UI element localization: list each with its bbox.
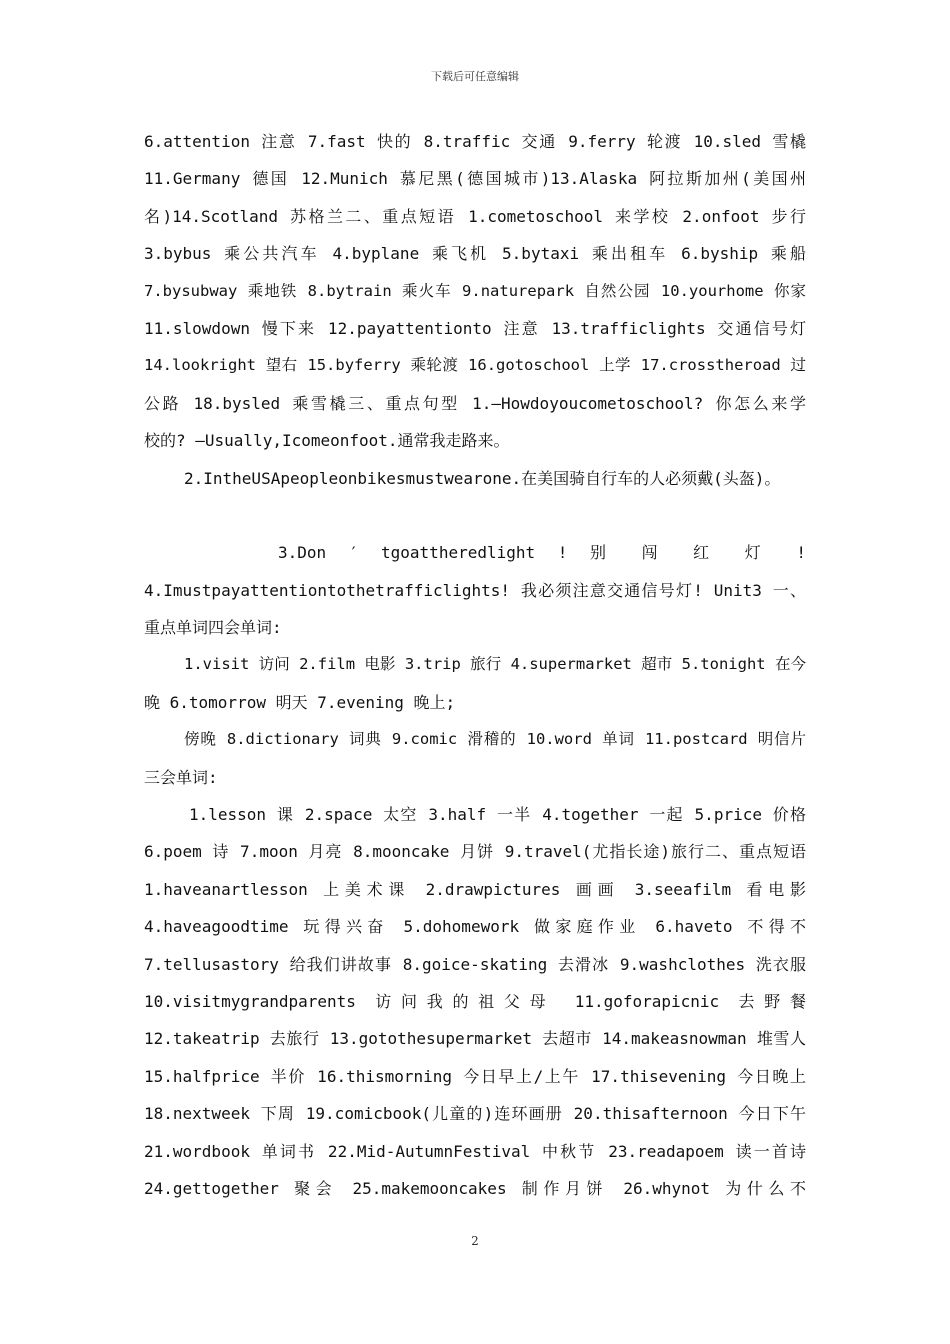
document-body <box>144 123 806 1207</box>
paragraph-gap <box>144 497 806 534</box>
text-line: 校的? —Usually,Icomeonfoot.通常我走路来。 <box>144 431 510 451</box>
text-line: 3.Don ′ tgoattheredlight ! 别 闯 红 灯 ! <box>278 543 806 563</box>
text-line: 公路 18.bysled 乘雪橇三、重点句型 1.—Howdoyoucometoschool? 你怎么来学 <box>144 393 806 413</box>
text-line: 名)14.Scotland 苏格兰二、重点短语 1.cometoschool 来学校 2.onfoot 步行 <box>144 206 806 226</box>
text-line: 21.wordbook 单词书 22.Mid-AutumnFestival 中秋节 23.readapoem 读一首诗 <box>144 1141 806 1161</box>
text-line: 傍晚 8.dictionary 词典 9.comic 滑稽的 10.word 单词 11.postcard 明信片 <box>184 730 806 749</box>
page-header: 下载后可任意编辑 <box>431 70 519 83</box>
text-line: 7.bysubway 乘地铁 8.bytrain 乘火车 9.naturepark 自然公园 10.yourhome 你家 <box>144 281 806 300</box>
text-line: 11.Germany 德国 12.Munich 慕尼黑(德国城市)13.Alaska 阿拉斯加州(美国州 <box>144 169 806 189</box>
text-line: 12.takeatrip 去旅行 13.gotothesupermarket 去超市 14.makeasnowman 堆雪人 <box>144 1029 806 1049</box>
text-line: 24.gettogether 聚会 25.makemooncakes 制作月饼 26.whynot 为什么不 <box>144 1178 806 1198</box>
text-line: 6.poem 诗 7.moon 月亮 8.mooncake 月饼 9.travel(尤指长途)旅行二、重点短语 <box>144 842 806 862</box>
text-line: 1.haveanartlesson 上美术课 2.drawpictures 画画 3.seeafilm 看电影 <box>144 879 806 899</box>
text-line: 重点单词四会单词: <box>144 618 282 638</box>
text-line: 1.lesson 课 2.space 太空 3.half 一半 4.together 一起 5.price 价格 <box>189 805 806 825</box>
text-line: 4.haveagoodtime 玩得兴奋 5.dohomework 做家庭作业 6.haveto 不得不 <box>144 917 806 937</box>
text-line: 4.Imustpayattentiontothetrafficlights! 我必须注意交通信号灯! Unit3 一、 <box>144 580 806 600</box>
text-line: 6.attention 注意 7.fast 快的 8.traffic 交通 9.ferry 轮渡 10.sled 雪橇 <box>144 132 806 151</box>
text-line: 2.IntheUSApeopleonbikesmustwearone.在美国骑自行车的人必须戴(头盔)。 <box>184 468 781 488</box>
text-line: 晚 6.tomorrow 明天 7.evening 晚上; <box>144 692 456 712</box>
text-line: 10.visitmygrandparents 访问我的祖父母 11.goforapicnic 去野餐 <box>144 991 806 1011</box>
text-line: 3.bybus 乘公共汽车 4.byplane 乘飞机 5.bytaxi 乘出租车 6.byship 乘船 <box>144 244 806 264</box>
text-line: 1.visit 访问 2.film 电影 3.trip 旅行 4.supermarket 超市 5.tonight 在今 <box>184 655 806 674</box>
text-line: 三会单词: <box>144 767 218 787</box>
text-line: 11.slowdown 慢下来 12.payattentionto 注意 13.trafficlights 交通信号灯 <box>144 318 806 338</box>
text-line: 14.lookright 望右 15.byferry 乘轮渡 16.gotoschool 上学 17.crosstheroad 过 <box>144 356 806 375</box>
text-line: 15.halfprice 半价 16.thismorning 今日早上/上午 17.thisevening 今日晚上 <box>144 1066 806 1086</box>
text-line: 7.tellusastory 给我们讲故事 8.goice-skating 去滑冰 9.washclothes 洗衣服 <box>144 954 806 974</box>
page-number: 2 <box>471 1234 479 1248</box>
text-line: 18.nextweek 下周 19.comicbook(儿童的)连环画册 20.thisafternoon 今日下午 <box>144 1104 806 1124</box>
